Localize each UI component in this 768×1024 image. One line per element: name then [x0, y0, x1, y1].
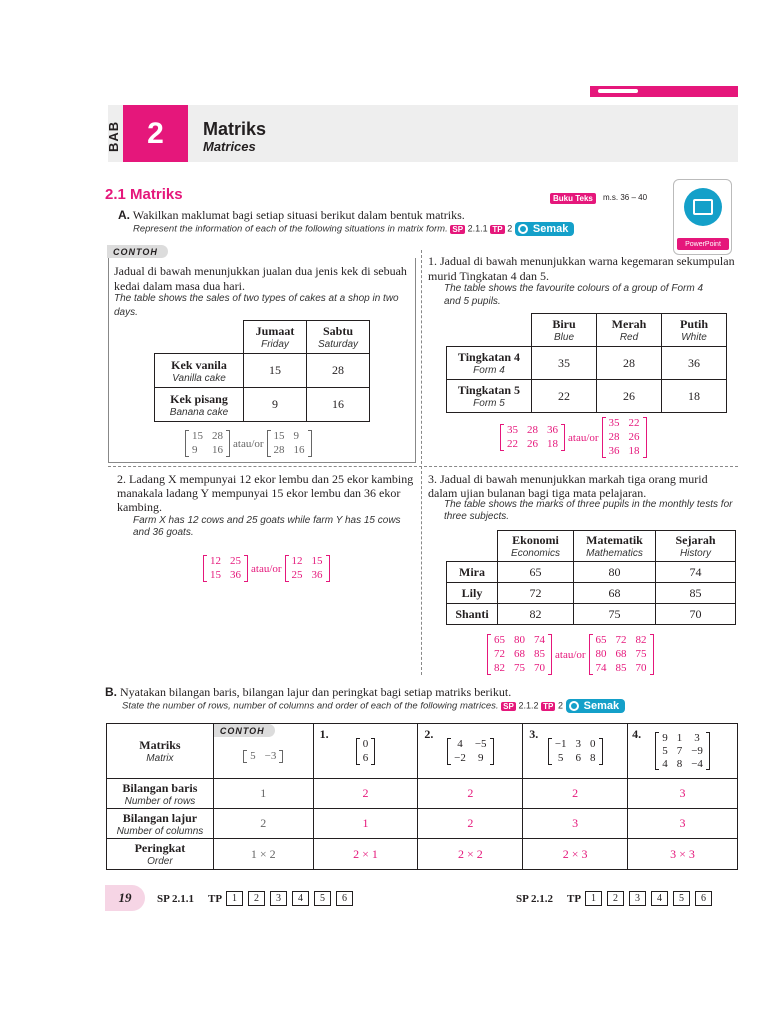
divider-horizontal [108, 466, 738, 467]
powerpoint-label: PowerPoint [677, 238, 729, 250]
contoh-text-en: The table shows the sales of two types of cakes at a shop in two days. [114, 293, 399, 318]
matrix: 12 15 25 36 [285, 555, 330, 582]
matrix: −1 3 0 5 6 8 [548, 738, 603, 765]
sp-code: 2.1.1 [467, 223, 488, 234]
contoh-label: CONTOH [107, 245, 168, 258]
matrix: 35 22 28 26 36 18 [602, 417, 647, 458]
sp-tag: SP [503, 701, 514, 711]
part-b-table: Matriks Matrix CONTOH 5 −3 1. 0 6 2. 4 −5 −2 9 3. −1 3 0 5 6 8 4. 9 1 3 5 7 −9 4 8 −4 Bilangan baris Number of rows 1 2 2 2 3 Bilangan lajur Number of columns 2 1 2 3 3 Peringkat Order 1 × 2 2 × 1 2 × 2 2 × 3 3 × 3 [106, 723, 738, 870]
q3-text-en: The table shows the marks of three pupils in the monthly tests for three subjects. [444, 499, 733, 522]
matrix: 65 72 82 80 68 75 74 85 70 [589, 634, 654, 675]
matrix: 5 −3 [243, 750, 283, 763]
search-icon [569, 701, 579, 711]
q1-table: Biru Blue Merah Red Putih White Tingkatan 4 Form 4 35 28 36 Tingkatan 5 Form 5 22 26 18 [446, 313, 727, 413]
semak-button-b[interactable]: Semak [566, 699, 625, 713]
contoh-table: Jumaat Friday Sabtu Saturday Kek vanila Vanilla cake 15 28 Kek pisang Banana cake 9 16 [154, 320, 370, 422]
footer-left-tp: SP 2.1.1 TP 1 2 3 4 5 6 [157, 891, 358, 906]
q1-text-en: The table shows the favourite colours of a group of Form 4 and 5 pupils. [444, 283, 704, 307]
q2-text: 2. Ladang X mempunyai 12 ekor lembu dan 25 ekor kambing manakala ladang Y mempunyai 15 ekor lembu dan 36 ekor kambing. [117, 472, 414, 514]
chapter-subtitle: Matrices [203, 139, 256, 154]
semak-button-a[interactable]: Semak [515, 222, 574, 236]
matrix: 35 28 36 22 26 18 [500, 424, 565, 451]
chapter-number: 2 [123, 105, 188, 162]
powerpoint-link[interactable] [673, 179, 732, 255]
q2-text-en: Farm X has 12 cows and 25 goats while farm Y has 15 cows and 36 goats. [133, 515, 401, 538]
powerpoint-icon [684, 188, 722, 226]
search-icon [518, 224, 528, 234]
top-accent-bar [590, 86, 738, 97]
q3-text: 3. Jadual di bawah menunjukkan markah tiga orang murid dalam ujian bulanan bagi tiga mata pelajaran. [428, 472, 708, 500]
buku-teks-pages: m.s. 36 – 40 [603, 193, 648, 202]
part-b-instruction: B. Nyatakan bilangan baris, bilangan lajur dan peringkat bagi setiap matriks berikut. [105, 685, 512, 699]
part-b-text-en: State the number of rows, number of columns and order of each of the following matrices. SP 2.1.2 TP 2 Semak [122, 699, 625, 713]
contoh-answer: 15 28 9 16 atau/or 15 9 28 16 [185, 430, 312, 457]
matrix: 0 6 [356, 738, 376, 765]
sp-tag: SP [452, 224, 464, 234]
q1-text: 1. Jadual di bawah menunjukkan warna kegemaran sekumpulan murid Tingkatan 4 dan 5. [428, 254, 735, 283]
matrix: 15 9 28 16 [267, 430, 312, 457]
chapter-title: Matriks [203, 119, 267, 139]
page-number: 19 [105, 885, 145, 911]
footer-right-tp: SP 2.1.2 TP 1 2 3 4 5 6 [516, 891, 717, 906]
matrix: 4 −5 −2 9 [447, 738, 493, 765]
q3-answer: 65 80 74 72 68 85 82 75 70 atau/or 65 72 82 80 68 75 74 85 70 [487, 634, 654, 675]
section-title: 2.1 Matriks [105, 186, 183, 203]
matrix: 65 80 74 72 68 85 82 75 70 [487, 634, 552, 675]
tp-tag: TP [492, 224, 503, 234]
divider-vertical [421, 250, 422, 675]
part-a-instruction [118, 209, 658, 222]
tp-tag: TP [543, 701, 554, 711]
q1-answer: 35 28 36 22 26 18 atau/or 35 22 28 26 36 18 [500, 417, 647, 458]
part-a-letter: A. [118, 208, 130, 222]
tp-level: 2 [507, 223, 513, 234]
part-a-text-en: Represent the information of each of the following situations in matrix form. SP 2.1.1 TP 2 Semak [133, 222, 574, 236]
matrix: 9 1 3 5 7 −9 4 8 −4 [655, 732, 710, 770]
q3-table: Ekonomi Economics Matematik Mathematics Sejarah History Mira 65 80 74 Lily 72 68 85 Shanti 82 75 70 [446, 530, 736, 625]
q2-answer: 12 25 15 36 atau/or 12 15 25 36 [203, 555, 330, 582]
matrix: 15 28 9 16 [185, 430, 230, 457]
contoh-label-b: CONTOH [214, 724, 275, 737]
matrix: 12 25 15 36 [203, 555, 248, 582]
bab-label: BAB [106, 120, 121, 152]
buku-teks-tag: Buku Teks [550, 193, 596, 204]
contoh-text: Jadual di bawah menunjukkan jualan dua jenis kek di sebuah kedai dalam masa dua hari. [114, 264, 407, 293]
part-a-text: Wakilkan maklumat bagi setiap situasi berikut dalam bentuk matriks. [132, 208, 465, 222]
